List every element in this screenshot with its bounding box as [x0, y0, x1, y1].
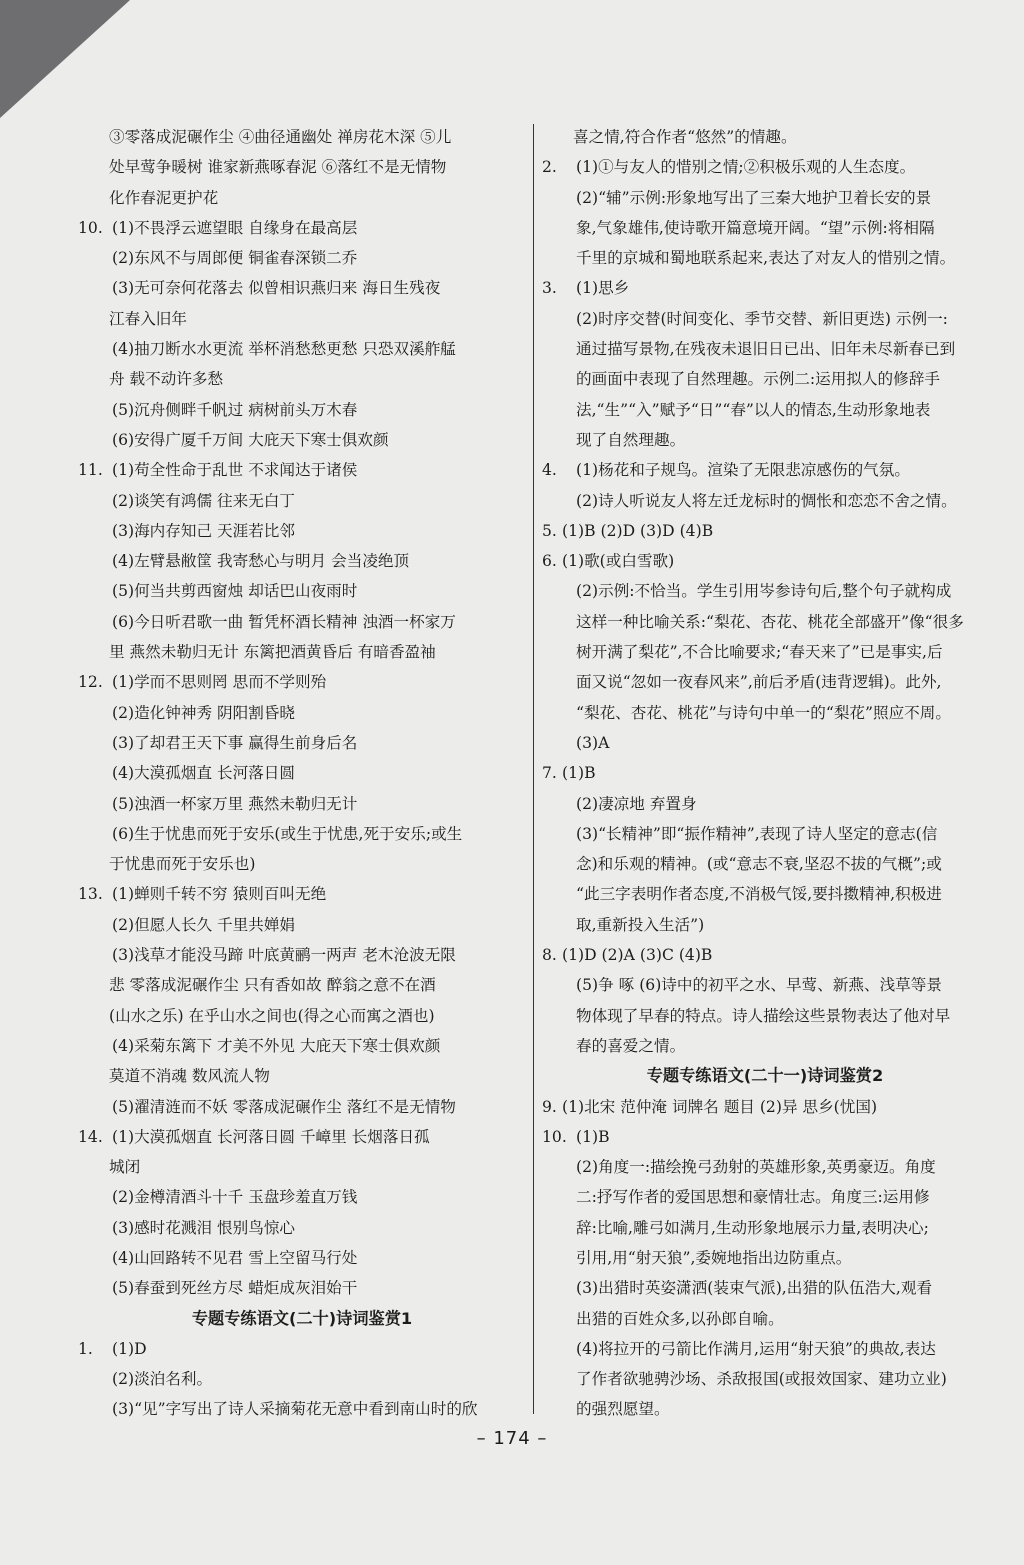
text-line: (6)今日听君歌一曲 暂凭杯酒长精神 浊酒一杯家万 — [112, 612, 456, 631]
text-line: (1)思乡 — [576, 279, 630, 298]
item-number: 4. — [542, 461, 557, 480]
text-line: (1)D (2)A (3)C (4)B — [562, 946, 713, 965]
section-heading-21: 专题专练语文(二十一)诗词鉴赏2 — [646, 1066, 884, 1086]
item-number: 8. — [542, 946, 557, 965]
item-number: 6. — [542, 552, 557, 571]
text-line: (1)不畏浮云遮望眼 自缘身在最高层 — [112, 218, 358, 237]
text-line: (2)时序交替(时间变化、季节交替、新旧更迭) 示例一: — [576, 309, 948, 328]
right-column — [542, 122, 988, 1425]
text-line: 春的喜爱之情。 — [576, 1036, 686, 1055]
text-line: 江春入旧年 — [109, 309, 187, 328]
text-line: (3)了却君王天下事 赢得生前身后名 — [112, 733, 358, 752]
answer-item-11 — [78, 455, 526, 667]
text-line: (3)感时花溅泪 恨别鸟惊心 — [112, 1218, 295, 1237]
text-line: (2)金樽清酒斗十千 玉盘珍羞直万钱 — [112, 1188, 358, 1207]
text-line: 物体现了早春的特点。诗人描绘这些景物表达了他对早 — [576, 1006, 951, 1025]
text-line: 千里的京城和蜀地联系起来,表达了对友人的惜别之情。 — [576, 249, 956, 268]
text-line: 化作春泥更护花 — [109, 188, 219, 207]
text-line: (5)争 啄 (6)诗中的初平之水、早莺、新燕、浅草等景 — [576, 976, 942, 995]
item-number: 5. — [542, 521, 557, 540]
text-line: 的画面中表现了自然理趣。示例二:运用拟人的修辞手 — [576, 370, 940, 389]
text-line: (5)浊酒一杯家万里 燕然未勒归无计 — [112, 794, 358, 813]
text-line: 辞:比喻,雕弓如满月,生动形象地展示力量,表明决心; — [576, 1218, 929, 1237]
text-line: (2)“辅”示例:形象地写出了三秦大地护卫着长安的景 — [576, 188, 932, 207]
item-number: 14. — [78, 1127, 103, 1146]
text-line: 念)和乐观的精神。(或“意志不衰,坚忍不拔的气概”;或 — [576, 855, 942, 874]
answer-item-7 — [542, 758, 988, 940]
text-line: (1)歌(或白雪歌) — [562, 552, 675, 571]
text-line: 现了自然理趣。 — [576, 430, 686, 449]
text-line: (2)东风不与周郎便 铜雀春深锁二乔 — [112, 249, 358, 268]
text-line: 了作者欲驰骋沙场、杀敌报国(或报效国家、建功立业) — [576, 1370, 947, 1389]
text-line: 面又说“忽如一夜春风来”,前后矛盾(违背逻辑)。此外, — [576, 673, 942, 692]
text-line: “梨花、杏花、桃花”与诗句中单一的“梨花”照应不周。 — [576, 703, 951, 722]
text-line: (1)①与友人的惜别之情;②积极乐观的人生态度。 — [576, 158, 916, 177]
text-line: (2)但愿人长久 千里共婵娟 — [112, 915, 295, 934]
text-line: 的强烈愿望。 — [576, 1400, 670, 1419]
item-number: 10. — [542, 1127, 567, 1146]
text-line: (4)山回路转不见君 雪上空留马行处 — [112, 1248, 358, 1267]
answer-item-2 — [542, 152, 988, 273]
text-line: 处早莺争暖树 谁家新燕啄春泥 ⑥落红不是无情物 — [109, 158, 447, 177]
text-line: (2)示例:不恰当。学生引用岑参诗句后,整个句子就构成 — [576, 582, 952, 601]
text-line: (4)左臂悬敝筐 我寄愁心与明月 会当凌绝顶 — [112, 552, 410, 571]
text-line: (3)“见”字写出了诗人采摘菊花无意中看到南山时的欣 — [112, 1400, 478, 1419]
answer-item-1 — [78, 1334, 526, 1425]
answer-item-3 — [542, 273, 988, 455]
text-line: (4)采菊东篱下 才美不外见 大庇天下寒士俱欢颜 — [112, 1036, 441, 1055]
item-number: 2. — [542, 158, 557, 177]
text-line: 于忧患而死于安乐也) — [109, 855, 256, 874]
text-line: (2)造化钟神秀 阴阳割昏晓 — [112, 703, 295, 722]
text-line: (1)学而不思则罔 思而不学则殆 — [112, 673, 327, 692]
answer-item-13 — [78, 879, 526, 1121]
text-line: (2)谈笑有鸿儒 往来无白丁 — [112, 491, 295, 510]
text-line: (1)北宋 范仲淹 词牌名 题目 (2)异 思乡(忧国) — [562, 1097, 878, 1116]
answer-item-6 — [542, 546, 988, 758]
text-line: (2)角度一:描绘挽弓劲射的英雄形象,英勇豪迈。角度 — [576, 1158, 936, 1177]
text-line: 莫道不消魂 数风流人物 — [109, 1067, 270, 1086]
text-line: 引用,用“射天狼”,委婉地指出边防重点。 — [576, 1248, 852, 1267]
text-line: 城闭 — [109, 1158, 141, 1177]
answer-item-10 — [78, 213, 526, 455]
text-line: (2)凄凉地 弃置身 — [576, 794, 697, 813]
text-line: 悲 零落成泥碾作尘 只有香如故 醉翁之意不在酒 — [109, 976, 436, 995]
text-line: (1)B — [576, 1127, 610, 1146]
item-number: 3. — [542, 279, 557, 298]
answer-item-5 — [542, 516, 988, 546]
text-line: (3)海内存知己 天涯若比邻 — [112, 521, 295, 540]
answer-item-9 — [542, 1092, 988, 1122]
item-number: 13. — [78, 885, 103, 904]
answer-item-12 — [78, 667, 526, 879]
section-heading-20: 专题专练语文(二十)诗词鉴赏1 — [191, 1308, 413, 1328]
text-line: (3)出猎时英姿潇洒(装束气派),出猎的队伍浩大,观看 — [576, 1279, 933, 1298]
text-line: (1)苟全性命于乱世 不求闻达于诸侯 — [112, 461, 358, 480]
text-line: (6)安得广厦千万间 大庇天下寒士俱欢颜 — [112, 430, 389, 449]
item-number: 9. — [542, 1097, 557, 1116]
item-number: 10. — [78, 218, 103, 237]
text-line: (1)大漠孤烟直 长河落日圆 千嶂里 长烟落日孤 — [112, 1127, 430, 1146]
scan-corner-fold — [0, 0, 130, 118]
text-line: 树开满了梨花”,不合比喻要求;“春天来了”已是事实,后 — [576, 643, 943, 662]
text-line: (3)A — [576, 733, 610, 752]
text-line: (5)沉舟侧畔千帆过 病树前头万木春 — [112, 400, 358, 419]
answer-item-4 — [542, 455, 988, 516]
text-line: (5)何当共剪西窗烛 却话巴山夜雨时 — [112, 582, 358, 601]
text-line: (2)诗人听说友人将左迁龙标时的惆怅和恋恋不舍之情。 — [576, 491, 957, 510]
item-number: 11. — [78, 461, 103, 480]
answer-item-14 — [78, 1122, 526, 1304]
answer-item-8 — [542, 940, 988, 1061]
text-line: 这样一种比喻关系:“梨花、杏花、桃花全部盛开”像“很多 — [576, 612, 964, 631]
column-divider — [533, 124, 534, 1414]
text-line: 里 燕然未勒归无计 东篱把酒黄昏后 有暗香盈袖 — [109, 643, 436, 662]
text-line: (1)蝉则千转不穷 猿则百叫无绝 — [112, 885, 327, 904]
text-line: (6)生于忧患而死于安乐(或生于忧患,死于安乐;或生 — [112, 824, 463, 843]
text-line: 二:抒写作者的爱国思想和豪情壮志。角度三:运用修 — [576, 1188, 930, 1207]
text-line: (3)“长精神”即“振作精神”,表现了诗人坚定的意志(信 — [576, 824, 938, 843]
page-number: – 174 – — [476, 1428, 548, 1449]
item-number: 1. — [78, 1339, 93, 1358]
text-line: (5)濯清涟而不妖 零落成泥碾作尘 落红不是无情物 — [112, 1097, 456, 1116]
item-number: 7. — [542, 764, 557, 783]
text-line: (4)抽刀断水水更流 举杯消愁愁更愁 只恐双溪舴艋 — [112, 340, 456, 359]
text-line: 取,重新投入生活”) — [576, 915, 705, 934]
text-line: 出猎的百姓众多,以孙郎自喻。 — [576, 1309, 784, 1328]
text-line: (3)浅草才能没马蹄 叶底黄鹂一两声 老木沧波无限 — [112, 946, 456, 965]
text-line: (4)将拉开的弓箭比作满月,运用“射天狼”的典故,表达 — [576, 1339, 936, 1358]
text-line: ③零落成泥碾作尘 ④曲径通幽处 禅房花木深 ⑤儿 — [109, 128, 452, 146]
text-line: “此三字表明作者态度,不消极气馁,要抖擞精神,积极进 — [576, 885, 942, 904]
answer-item-10b — [542, 1122, 988, 1425]
text-line: (3)无可奈何花落去 似曾相识燕归来 海日生残夜 — [112, 279, 441, 298]
text-line: (山水之乐) 在乎山水之间也(得之心而寓之酒也) — [109, 1006, 435, 1025]
text-line: (1)B (2)D (3)D (4)B — [562, 521, 714, 540]
left-column — [78, 122, 526, 1425]
text-line: 喜之情,符合作者“悠然”的情趣。 — [573, 128, 797, 146]
text-line: (5)春蚕到死丝方尽 蜡炬成灰泪始干 — [112, 1279, 358, 1298]
text-line: (1)D — [112, 1339, 147, 1358]
text-line: 法,“生”“入”赋予“日”“春”以人的情态,生动形象地表 — [576, 400, 931, 419]
text-line: 通过描写景物,在残夜未退旧日已出、旧年未尽新春已到 — [576, 340, 956, 359]
text-line: (2)淡泊名利。 — [112, 1370, 213, 1389]
text-line: 象,气象雄伟,使诗歌开篇意境开阔。“望”示例:将相隔 — [576, 218, 935, 237]
text-line: (4)大漠孤烟直 长河落日圆 — [112, 764, 295, 783]
text-line: (1)B — [562, 764, 596, 783]
text-line: 舟 载不动许多愁 — [109, 370, 224, 389]
text-line: (1)杨花和子规鸟。渲染了无限悲凉感伤的气氛。 — [576, 461, 910, 480]
item-number: 12. — [78, 673, 103, 692]
